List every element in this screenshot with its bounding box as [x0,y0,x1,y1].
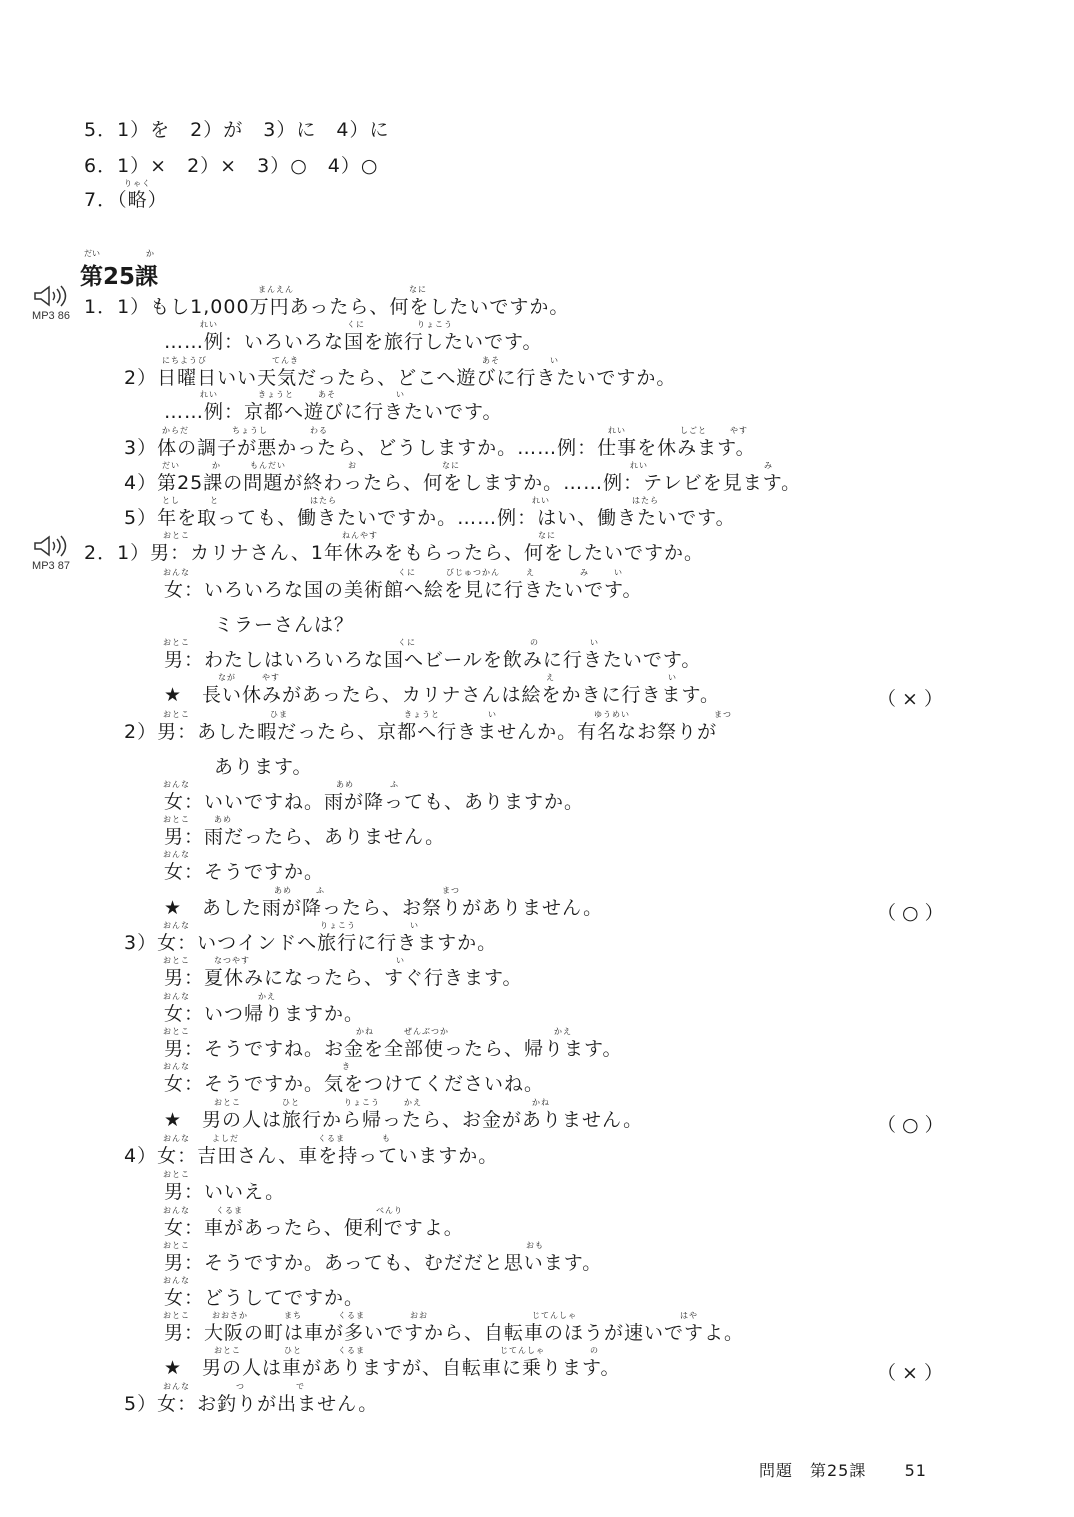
answer-mark: （ × ） [877,1362,943,1384]
ruby: おとこ [163,815,190,824]
ruby: ひま [270,710,288,719]
ruby: からだ [162,426,189,435]
ruby: にちようび [162,356,207,365]
ruby: おとこ [163,1241,190,1250]
ruby: れい [532,496,550,505]
text-line: 女：そうですか。気をつけてくださいね。 [164,1073,545,1095]
lesson-ruby-dai: だい [84,249,100,258]
ruby: み [764,461,773,470]
ruby: おんな [163,1382,190,1391]
text-line: 2）男：あした暇だったら、京都へ行きませんか。有名なお祭りが [124,721,718,743]
ruby: おんな [163,992,190,1001]
audio-marker-87[interactable] [24,534,78,572]
ruby: ちょうし [232,426,268,435]
ruby: え [546,673,555,682]
ruby: じてんしゃ [500,1346,545,1355]
ruby: おおさか [212,1311,248,1320]
text-line: ★ 男の人は車がありますが、自転車に乗ります。 [164,1357,621,1379]
ruby: れい [608,426,626,435]
ruby: おとこ [163,638,190,647]
answer-mark: （ ○ ） [877,902,944,924]
text-line: ……例：いろいろな国を旅行したいです。 [164,331,543,353]
ruby: おとこ [163,1027,190,1036]
text-line: ★ あした雨が降ったら、お祭りがありません。 [164,897,604,919]
ruby: きょうと [404,710,440,719]
text-line: ……例：京都へ遊びに行きたいです。 [164,401,503,423]
text-line: 女：いろいろな国の美術館へ絵を見に行きたいです。 [164,579,643,601]
text-line: 男：夏休みになったら、すぐ行きます。 [164,967,523,989]
ruby: で [296,1382,305,1391]
ruby: りょこう [320,921,356,930]
ruby: じてんしゃ [532,1311,577,1320]
ruby: おとこ [214,1098,241,1107]
ruby: おも [526,1241,544,1250]
ruby: あそ [318,390,336,399]
ruby: かえ [554,1027,572,1036]
ruby: み [580,568,589,577]
lesson-title: 第25課 [80,264,159,290]
ruby: しごと [680,426,707,435]
ruby: あめ [336,780,354,789]
ruby: まつ [714,710,732,719]
ruby: おお [410,1311,428,1320]
text-line: 男：そうですか。あっても、むだだと思います。 [164,1252,603,1274]
ruby: あそ [482,356,500,365]
ruby: まんえん [258,285,294,294]
text-line: 男：そうですね。お金を全部使ったら、帰ります。 [164,1038,623,1060]
audio-label: MP3 86 [32,310,70,322]
ruby: おんな [163,1206,190,1215]
lesson-ruby-ka: か [146,249,154,258]
text-line: 3）体の調子が悪かったら、どうしますか。……例：仕事を休みます。 [124,437,756,459]
ruby: わる [310,426,328,435]
ruby: おんな [163,1134,190,1143]
ruby: き [342,1062,351,1071]
ruby: あめ [274,886,292,895]
ruby: の [590,1346,599,1355]
ruby: はたら [310,496,337,505]
ruby: きょうと [258,390,294,399]
ruby: い [550,356,559,365]
text-line: 2．1）男：カリナさん、1年休みをもらったら、何をしたいですか。 [84,542,705,564]
answer-mark: （ × ） [877,688,943,710]
ruby: ふ [316,886,325,895]
ruby: だい [162,461,180,470]
ruby: おんな [163,850,190,859]
ruby: ひと [282,1098,300,1107]
ruby: もんだい [250,461,286,470]
answer-line-5: 5．1）を 2）が 3）に 4）に [84,119,390,141]
speaker-icon [31,534,71,558]
text-line: 男：雨だったら、ありません。 [164,826,446,848]
ruby: やす [730,426,748,435]
audio-marker-86[interactable] [24,284,78,322]
ruby: か [212,461,221,470]
ruby: やす [262,673,280,682]
ruby: の [530,638,539,647]
ruby: なに [409,285,427,294]
ruby: おんな [163,921,190,930]
ruby: くに [398,638,416,647]
text-line: 4）第25課の問題が終わったら、何をしますか。……例：テレビを見ます。 [124,472,802,494]
ruby: まち [284,1311,302,1320]
text-line: 女：いいですね。雨が降っても、ありますか。 [164,791,585,813]
text-line: あります。 [214,756,313,778]
ruby: れい [200,390,218,399]
text-line: 1．1）もし1,000万円あったら、何をしたいですか。 [84,296,570,318]
ruby: よしだ [212,1134,239,1143]
ruby: くに [347,320,365,329]
answer-line-6: 6．1）× 2）× 3）○ 4）○ [84,155,379,177]
ruby: い [590,638,599,647]
ruby: なが [218,673,236,682]
footer-title: 問題 第25課 [759,1461,867,1480]
ruby: おとこ [163,710,190,719]
audio-label: MP3 87 [32,560,70,572]
ruby: おんな [163,780,190,789]
ruby: くるま [338,1311,365,1320]
ruby: あめ [214,815,232,824]
ruby: い [396,956,405,965]
text-line: 男：わたしはいろいろな国へビールを飲みに行きたいです。 [164,649,702,671]
ruby: びじゅつかん [446,568,500,577]
ruby: おんな [163,1276,190,1285]
ruby: りょこう [417,320,453,329]
text-line: 男：いいえ。 [164,1181,286,1203]
speaker-icon [31,284,71,308]
ruby: まつ [442,886,460,895]
ruby: なつやす [214,956,250,965]
ruby: なに [442,461,460,470]
ruby: い [488,710,497,719]
ruby: くるま [318,1134,345,1143]
text-line: ミラーさんは？ [214,614,355,636]
ruby: ぜんぶつか [404,1027,449,1036]
text-line: ★ 長い休みがあったら、カリナさんは絵をかきに行きます。 [164,684,720,706]
ruby: い [668,673,677,682]
ruby: べんり [376,1206,403,1215]
ruby: れい [200,320,218,329]
text-line: 4）女：吉田さん、車を持っていますか。 [124,1145,499,1167]
ruby: お [348,461,357,470]
page-number: 51 [904,1461,927,1480]
ruby: てんき [272,356,299,365]
text-line: ★ 男の人は旅行から帰ったら、お金がありません。 [164,1109,644,1131]
text-line: 5）女：お釣りが出ません。 [124,1393,379,1415]
ruby: い [614,568,623,577]
page-footer [759,1458,927,1481]
ruby: かね [532,1098,550,1107]
ruby: おんな [163,568,190,577]
ruby: おとこ [163,1311,190,1320]
ruby: なに [538,531,556,540]
answer-mark: （ ○ ） [877,1114,944,1136]
ruby: かえ [404,1098,422,1107]
ruby: おとこ [163,531,190,540]
text-line: 女：そうですか。 [164,861,325,883]
ruby: くるま [216,1206,243,1215]
ruby: い [410,921,419,930]
ruby: おとこ [214,1346,241,1355]
ruby: ふ [390,780,399,789]
ruby: りょこう [344,1098,380,1107]
text-line: 女：どうしてですか。 [164,1287,365,1309]
ruby: い [396,390,405,399]
ruby: も [382,1134,391,1143]
answer-line-7: 7．（略） [84,189,168,211]
ruby: かえ [258,992,276,1001]
text-line: 男：大阪の町は車が多いですから、自転車のほうが速いですよ。 [164,1322,745,1344]
text-line: 女：いつ帰りますか。 [164,1003,365,1025]
ruby: おとこ [163,1170,190,1179]
ruby: ひと [284,1346,302,1355]
ruby: つ [236,1382,245,1391]
text-line: 女：車があったら、便利ですよ。 [164,1217,464,1239]
ruby: はや [680,1311,698,1320]
ruby: とし [162,496,180,505]
ruby: おんな [163,1062,190,1071]
ruby: れい [630,461,648,470]
ruby: くに [398,568,416,577]
ruby: りゃく [124,179,151,188]
text-line: 5）年を取っても、働きたいですか。……例：はい、働きたいです。 [124,507,736,529]
ruby: ねんやす [342,531,378,540]
ruby: はたら [632,496,659,505]
ruby: くるま [338,1346,365,1355]
text-line: 3）女：いつインドへ旅行に行きますか。 [124,932,498,954]
ruby: ゆうめい [594,710,630,719]
ruby: と [210,496,219,505]
ruby: かね [356,1027,374,1036]
ruby: おとこ [163,956,190,965]
ruby: え [526,568,535,577]
text-line: 2）日曜日いい天気だったら、どこへ遊びに行きたいですか。 [124,367,677,389]
